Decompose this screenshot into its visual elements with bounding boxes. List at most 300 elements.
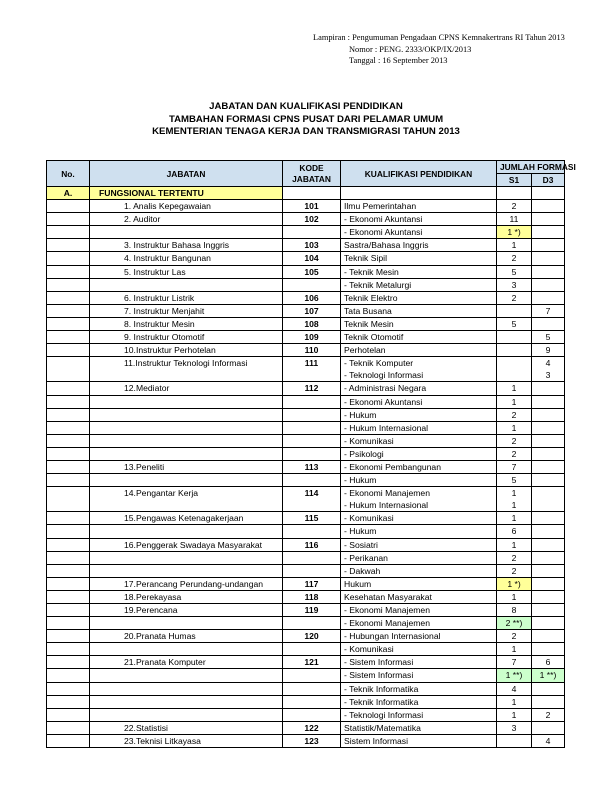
row-jabatan [90, 708, 283, 721]
row-kualifikasi: - Sistem Informasi [341, 669, 497, 682]
row-no [47, 434, 90, 447]
table-row [47, 669, 565, 682]
row-jabatan: 15.Pengawas Ketenagakerjaan [90, 512, 283, 525]
row-kualifikasi: - Teknologi Informasi [341, 369, 497, 382]
row-no [47, 200, 90, 213]
row-no [47, 265, 90, 278]
row-kualifikasi: - Hukum Internasional [341, 421, 497, 434]
row-jabatan [90, 551, 283, 564]
row-jabatan: 2. Auditor [90, 213, 283, 226]
table-row [47, 226, 565, 239]
row-s1: 2 [497, 447, 532, 460]
row-d3 [532, 499, 565, 512]
row-kode: 116 [283, 538, 341, 551]
row-s1: 5 [497, 317, 532, 330]
table-row [47, 408, 565, 421]
header-kode [283, 161, 341, 187]
row-no [47, 447, 90, 460]
row-s1: 1 [497, 643, 532, 656]
row-jabatan: 23.Teknisi Litkayasa [90, 734, 283, 747]
row-s1: 1 [497, 590, 532, 603]
row-no [47, 291, 90, 304]
row-kode [283, 499, 341, 512]
row-s1: 2 [497, 408, 532, 421]
row-kode: 112 [283, 382, 341, 395]
row-jabatan [90, 564, 283, 577]
row-kualifikasi: Tata Busana [341, 304, 497, 317]
row-d3 [532, 682, 565, 695]
row-kode: 119 [283, 604, 341, 617]
row-jabatan [90, 474, 283, 487]
table-row [47, 344, 565, 357]
row-d3 [532, 226, 565, 239]
row-no [47, 564, 90, 577]
row-no [47, 369, 90, 382]
row-d3 [532, 487, 565, 500]
row-kualifikasi: - Dakwah [341, 564, 497, 577]
header-kode-text: KODE JABATAN [292, 162, 331, 184]
row-d3: 1 **) [532, 669, 565, 682]
row-d3 [532, 617, 565, 630]
row-kode: 108 [283, 317, 341, 330]
row-jabatan [90, 408, 283, 421]
row-jabatan [90, 369, 283, 382]
row-kualifikasi: - Sosiatri [341, 538, 497, 551]
row-no [47, 278, 90, 291]
lampiran-line: Lampiran : Pengumuman Pengadaan CPNS Kemnakertrans RI Tahun 2013 [313, 33, 565, 42]
row-d3 [532, 278, 565, 291]
row-s1 [497, 369, 532, 382]
row-d3: 9 [532, 344, 565, 357]
row-kualifikasi: Teknik Mesin [341, 317, 497, 330]
table-row [47, 252, 565, 265]
row-no [47, 239, 90, 252]
table-row [47, 434, 565, 447]
row-jabatan [90, 434, 283, 447]
row-kode [283, 474, 341, 487]
row-d3 [532, 421, 565, 434]
table-row [47, 421, 565, 434]
row-d3 [532, 695, 565, 708]
row-no [47, 499, 90, 512]
row-kualifikasi: - Hukum [341, 474, 497, 487]
row-d3 [532, 252, 565, 265]
row-kode: 101 [283, 200, 341, 213]
row-jabatan: 17.Perancang Perundang-undangan [90, 577, 283, 590]
row-s1: 1 *) [497, 577, 532, 590]
row-no [47, 357, 90, 370]
row-no [47, 395, 90, 408]
row-jabatan: 12.Mediator [90, 382, 283, 395]
row-no [47, 460, 90, 473]
row-s1 [497, 344, 532, 357]
row-kode [283, 564, 341, 577]
row-jabatan: 5. Instruktur Las [90, 265, 283, 278]
row-kode [283, 643, 341, 656]
table-row [47, 512, 565, 525]
row-jabatan: 4. Instruktur Bangunan [90, 252, 283, 265]
row-d3 [532, 317, 565, 330]
row-s1: 1 [497, 708, 532, 721]
row-no [47, 734, 90, 747]
row-d3 [532, 213, 565, 226]
row-kode [283, 421, 341, 434]
table-row [47, 382, 565, 395]
row-kode [283, 551, 341, 564]
row-jabatan: 9. Instruktur Otomotif [90, 331, 283, 344]
row-d3 [532, 721, 565, 734]
row-s1: 1 **) [497, 669, 532, 682]
row-d3 [532, 447, 565, 460]
row-s1: 2 [497, 434, 532, 447]
row-jabatan [90, 525, 283, 538]
table-row [47, 474, 565, 487]
row-d3 [532, 564, 565, 577]
row-kualifikasi: Sastra/Bahasa Inggris [341, 239, 497, 252]
row-jabatan: 19.Perencana [90, 604, 283, 617]
row-d3 [532, 382, 565, 395]
row-jabatan: 13.Peneliti [90, 460, 283, 473]
row-kode: 115 [283, 512, 341, 525]
title-line-3: KEMENTERIAN TENAGA KERJA DAN TRANSMIGRASI TAHUN 2013 [152, 126, 460, 137]
row-kualifikasi: - Ekonomi Manajemen [341, 617, 497, 630]
row-s1: 5 [497, 265, 532, 278]
table-row [47, 656, 565, 669]
row-jabatan: 6. Instruktur Listrik [90, 291, 283, 304]
row-kode [283, 682, 341, 695]
row-kualifikasi: - Komunikasi [341, 434, 497, 447]
row-s1: 1 *) [497, 226, 532, 239]
row-kualifikasi: - Hukum [341, 525, 497, 538]
table-row [47, 487, 565, 500]
row-kualifikasi: - Sistem Informasi [341, 656, 497, 669]
row-d3 [532, 551, 565, 564]
row-s1: 1 [497, 395, 532, 408]
row-kualifikasi: - Teknik Informatika [341, 695, 497, 708]
formasi-table [46, 160, 576, 748]
row-s1: 2 [497, 291, 532, 304]
row-d3 [532, 265, 565, 278]
header-jumlah-formasi: JUMLAH FORMASI [497, 161, 565, 174]
row-kode: 104 [283, 252, 341, 265]
row-jabatan: 21.Pranata Komputer [90, 656, 283, 669]
row-kode [283, 669, 341, 682]
row-kualifikasi: - Hukum [341, 408, 497, 421]
table-row [47, 525, 565, 538]
row-kualifikasi: - Komunikasi [341, 643, 497, 656]
row-jabatan: 11.Instruktur Teknologi Informasi [90, 357, 283, 370]
row-s1: 2 [497, 564, 532, 577]
row-kode: 113 [283, 460, 341, 473]
header-jabatan: JABATAN [90, 161, 283, 187]
row-d3: 3 [532, 369, 565, 382]
row-d3 [532, 395, 565, 408]
table-row [47, 721, 565, 734]
section-label: FUNGSIONAL TERTENTU [90, 187, 283, 200]
row-s1: 3 [497, 278, 532, 291]
row-kode: 120 [283, 630, 341, 643]
row-kode: 117 [283, 577, 341, 590]
row-kualifikasi: - Psikologi [341, 447, 497, 460]
row-s1: 1 [497, 239, 532, 252]
row-kualifikasi: - Ekonomi Akuntansi [341, 395, 497, 408]
table-row [47, 590, 565, 603]
row-s1: 2 [497, 200, 532, 213]
row-jabatan [90, 617, 283, 630]
row-no [47, 682, 90, 695]
row-d3 [532, 538, 565, 551]
row-no [47, 669, 90, 682]
row-no [47, 474, 90, 487]
row-kualifikasi: - Ekonomi Pembangunan [341, 460, 497, 473]
row-d3 [532, 604, 565, 617]
row-kualifikasi: - Perikanan [341, 551, 497, 564]
row-kode: 102 [283, 213, 341, 226]
row-s1: 4 [497, 682, 532, 695]
row-jabatan [90, 499, 283, 512]
row-kualifikasi: - Teknik Informatika [341, 682, 497, 695]
table-row [47, 213, 565, 226]
row-s1: 1 [497, 487, 532, 500]
table-row [47, 369, 565, 382]
row-no [47, 551, 90, 564]
row-kualifikasi: - Ekonomi Akuntansi [341, 213, 497, 226]
row-kode [283, 434, 341, 447]
row-no [47, 512, 90, 525]
row-s1: 2 [497, 630, 532, 643]
row-d3 [532, 291, 565, 304]
row-s1: 1 [497, 538, 532, 551]
row-kualifikasi: Ilmu Pemerintahan [341, 200, 497, 213]
row-s1: 2 [497, 252, 532, 265]
row-kualifikasi: Hukum [341, 577, 497, 590]
row-no [47, 656, 90, 669]
row-s1: 1 [497, 695, 532, 708]
row-s1: 7 [497, 656, 532, 669]
row-kualifikasi: - Teknologi Informasi [341, 708, 497, 721]
row-s1: 5 [497, 474, 532, 487]
row-kode: 114 [283, 487, 341, 500]
row-jabatan: 14.Pengantar Kerja [90, 487, 283, 500]
document-title [0, 101, 612, 139]
row-d3 [532, 474, 565, 487]
row-s1 [497, 734, 532, 747]
row-d3: 5 [532, 331, 565, 344]
title-line-1: JABATAN DAN KUALIFIKASI PENDIDIKAN [209, 101, 403, 112]
row-d3 [532, 460, 565, 473]
row-kualifikasi: - Ekonomi Manajemen [341, 487, 497, 500]
row-no [47, 317, 90, 330]
row-jabatan: 8. Instruktur Mesin [90, 317, 283, 330]
table-row [47, 239, 565, 252]
row-jabatan [90, 695, 283, 708]
table-row [47, 447, 565, 460]
row-kode [283, 408, 341, 421]
row-jabatan: 3. Instruktur Bahasa Inggris [90, 239, 283, 252]
row-d3 [532, 577, 565, 590]
row-s1: 11 [497, 213, 532, 226]
row-d3 [532, 525, 565, 538]
row-s1: 7 [497, 460, 532, 473]
header-d3: D3 [532, 174, 565, 187]
row-kode [283, 226, 341, 239]
table-row [47, 265, 565, 278]
row-s1: 1 [497, 499, 532, 512]
row-kualifikasi: Statistik/Matematika [341, 721, 497, 734]
row-kode: 107 [283, 304, 341, 317]
row-s1: 3 [497, 721, 532, 734]
row-no [47, 643, 90, 656]
table-row [47, 317, 565, 330]
table-row [47, 278, 565, 291]
row-d3 [532, 434, 565, 447]
row-kualifikasi: Perhotelan [341, 344, 497, 357]
table-row [47, 538, 565, 551]
row-no [47, 538, 90, 551]
table-row [47, 395, 565, 408]
row-jabatan [90, 447, 283, 460]
row-s1: 2 **) [497, 617, 532, 630]
tanggal-line: Tanggal : 16 September 2013 [349, 56, 448, 65]
table-row [47, 577, 565, 590]
row-kualifikasi: - Teknik Komputer [341, 357, 497, 370]
row-kualifikasi: Sistem Informasi [341, 734, 497, 747]
row-s1: 1 [497, 421, 532, 434]
row-s1: 2 [497, 551, 532, 564]
table-row [47, 734, 565, 747]
row-jabatan [90, 226, 283, 239]
row-kode [283, 708, 341, 721]
nomor-line: Nomor : PENG. 2333/OKP/IX/2013 [349, 44, 472, 54]
row-kualifikasi: - Ekonomi Manajemen [341, 604, 497, 617]
row-jabatan [90, 278, 283, 291]
row-no [47, 421, 90, 434]
header-s1: S1 [497, 174, 532, 187]
row-kode [283, 278, 341, 291]
row-kode: 111 [283, 357, 341, 370]
row-no [47, 382, 90, 395]
row-jabatan: 20.Pranata Humas [90, 630, 283, 643]
row-d3 [532, 200, 565, 213]
table-row [47, 499, 565, 512]
row-d3 [532, 590, 565, 603]
header-no: No. [47, 161, 90, 187]
row-kualifikasi: - Administrasi Negara [341, 382, 497, 395]
row-d3: 4 [532, 357, 565, 370]
table-row [47, 604, 565, 617]
row-kualifikasi: - Hukum Internasional [341, 499, 497, 512]
table-row [47, 630, 565, 643]
row-kode [283, 695, 341, 708]
table-row [47, 708, 565, 721]
row-d3 [532, 643, 565, 656]
row-d3: 7 [532, 304, 565, 317]
row-kualifikasi: - Komunikasi [341, 512, 497, 525]
row-kualifikasi: - Ekonomi Akuntansi [341, 226, 497, 239]
section-row [47, 187, 565, 200]
row-kode: 103 [283, 239, 341, 252]
row-no [47, 721, 90, 734]
table-row [47, 200, 565, 213]
row-kualifikasi: Teknik Elektro [341, 291, 497, 304]
row-d3 [532, 239, 565, 252]
row-no [47, 408, 90, 421]
row-no [47, 590, 90, 603]
row-no [47, 344, 90, 357]
row-jabatan: 7. Instruktur Menjahit [90, 304, 283, 317]
row-kualifikasi: - Teknik Metalurgi [341, 278, 497, 291]
row-kode: 118 [283, 590, 341, 603]
row-s1: 1 [497, 512, 532, 525]
row-d3: 2 [532, 708, 565, 721]
table-row [47, 304, 565, 317]
row-no [47, 226, 90, 239]
row-no [47, 331, 90, 344]
row-jabatan [90, 669, 283, 682]
table-row [47, 460, 565, 473]
row-kode [283, 395, 341, 408]
row-d3 [532, 630, 565, 643]
row-s1 [497, 331, 532, 344]
table-row [47, 695, 565, 708]
row-jabatan: 18.Perekayasa [90, 590, 283, 603]
row-kode: 106 [283, 291, 341, 304]
row-kode: 121 [283, 656, 341, 669]
row-kode [283, 369, 341, 382]
row-kode [283, 617, 341, 630]
table-row [47, 291, 565, 304]
row-d3 [532, 512, 565, 525]
title-line-2: TAMBAHAN FORMASI CPNS PUSAT DARI PELAMAR UMUM [168, 113, 444, 125]
table-row [47, 643, 565, 656]
row-no [47, 487, 90, 500]
row-kode: 123 [283, 734, 341, 747]
row-kualifikasi: Kesehatan Masyarakat [341, 590, 497, 603]
row-no [47, 708, 90, 721]
table-row [47, 331, 565, 344]
row-kualifikasi: Teknik Sipil [341, 252, 497, 265]
row-no [47, 252, 90, 265]
row-no [47, 525, 90, 538]
row-no [47, 617, 90, 630]
row-jabatan: 1. Analis Kepegawaian [90, 200, 283, 213]
section-no: A. [47, 187, 90, 200]
row-kode: 110 [283, 344, 341, 357]
row-kode [283, 525, 341, 538]
row-kode: 122 [283, 721, 341, 734]
row-d3: 6 [532, 656, 565, 669]
row-no [47, 630, 90, 643]
row-jabatan: 10.Instruktur Perhotelan [90, 344, 283, 357]
row-jabatan: 22.Statistisi [90, 721, 283, 734]
row-s1: 8 [497, 604, 532, 617]
header-kualifikasi: KUALIFIKASI PENDIDIKAN [341, 161, 497, 187]
row-no [47, 577, 90, 590]
lampiran-block [313, 32, 565, 67]
row-kualifikasi: Teknik Otomotif [341, 331, 497, 344]
row-jabatan [90, 682, 283, 695]
row-jabatan [90, 395, 283, 408]
row-no [47, 213, 90, 226]
row-kode: 105 [283, 265, 341, 278]
table-row [47, 564, 565, 577]
table-row [47, 682, 565, 695]
row-d3 [532, 408, 565, 421]
row-s1: 6 [497, 525, 532, 538]
table-row [47, 551, 565, 564]
row-s1: 1 [497, 382, 532, 395]
row-kode [283, 447, 341, 460]
